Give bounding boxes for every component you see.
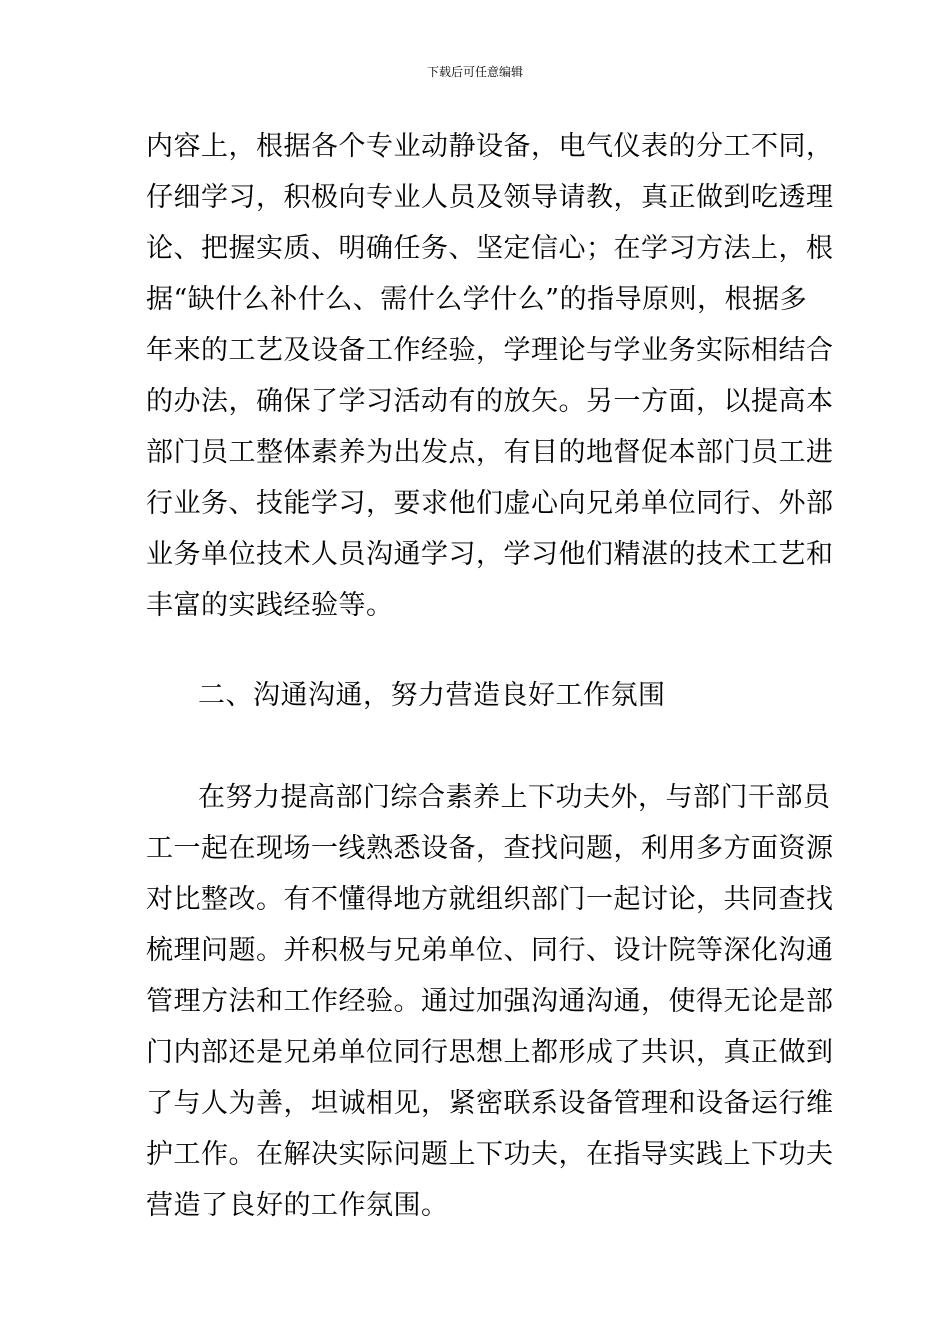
page-header: 下载后可任意编辑 (426, 65, 523, 79)
paragraph-line: 门内部还是兄弟单位同行思想上都形成了共识，真正做到 (146, 1037, 834, 1068)
section-heading: 二、沟通沟通，努力营造良好工作氛围 (198, 680, 666, 711)
paragraph-line: 部门员工整体素养为出发点，有目的地督促本部门员工进 (146, 437, 834, 468)
paragraph-line: 行业务、技能学习，要求他们虚心向兄弟单位同行、外部 (146, 488, 834, 519)
paragraph-line: 梳理问题。并积极与兄弟单位、同行、设计院等深化沟通 (146, 935, 834, 966)
paragraph-line: 管理方法和工作经验。通过加强沟通沟通，使得无论是部 (146, 986, 834, 1017)
paragraph-line: 在努力提高部门综合素养上下功夫外，与部门干部员 (198, 782, 831, 813)
paragraph-line: 工一起在现场一线熟悉设备，查找问题，利用多方面资源 (146, 833, 834, 864)
paragraph-line: 年来的工艺及设备工作经验，学理论与学业务实际相结合 (146, 335, 834, 366)
paragraph-line: 业务单位技术人员沟通学习，学习他们精湛的技术工艺和 (146, 539, 834, 570)
paragraph-line: 护工作。在解决实际问题上下功夫，在指导实践上下功夫 (146, 1139, 834, 1170)
paragraph-line: 了与人为善，坦诚相见，紧密联系设备管理和设备运行维 (146, 1088, 834, 1119)
paragraph-line: 对比整改。有不懂得地方就组织部门一起讨论，共同查找 (146, 884, 834, 915)
paragraph-line: 仔细学习，积极向专业人员及领导请教，真正做到吃透理 (146, 182, 834, 213)
paragraph-line: 丰富的实践经验等。 (146, 590, 394, 621)
paragraph-line: 论、把握实质、明确任务、坚定信心；在学习方法上，根 (146, 233, 834, 264)
paragraph-line: 营造了良好的工作氛围。 (146, 1190, 449, 1221)
paragraph-line: 的办法，确保了学习活动有的放矢。另一方面，以提高本 (146, 386, 834, 417)
paragraph-line: 内容上，根据各个专业动静设备，电气仪表的分工不同， (146, 131, 834, 162)
paragraph-line: 据“缺什么补什么、需什么学什么”的指导原则，根据多 (146, 284, 808, 315)
